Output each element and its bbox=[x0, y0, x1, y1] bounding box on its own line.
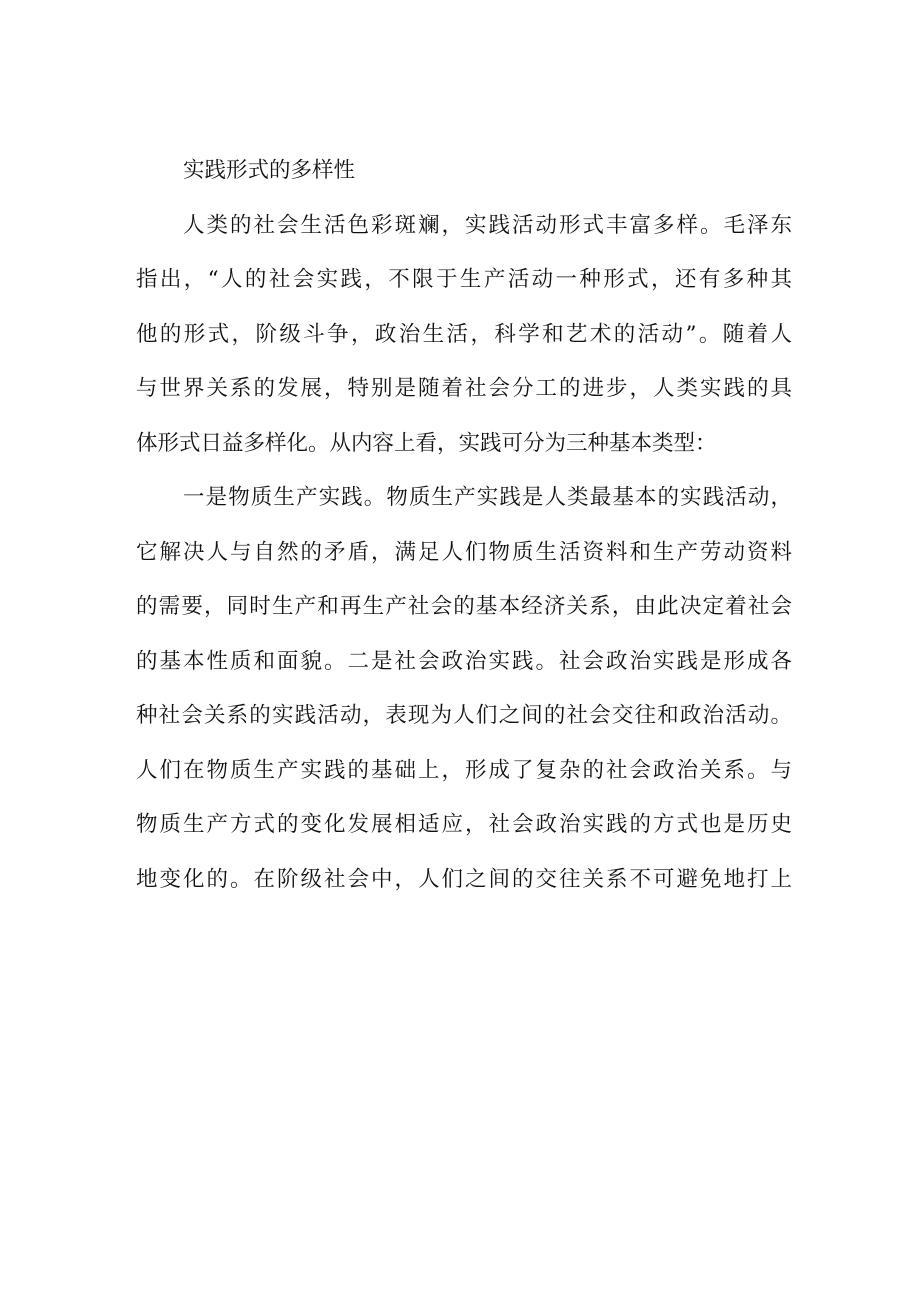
paragraph-2-line-3: 的需要，同时生产和再生产社会的基本经济关系，由此决定着社会 bbox=[136, 594, 792, 619]
paragraph-2-line-6: 人们在物质生产实践的基础上，形成了复杂的社会政治关系。与 bbox=[136, 757, 792, 783]
paragraph-2-line-7: 物质生产方式的变化发展相适应，社会政治实践的方式也是历史 bbox=[136, 812, 792, 837]
paragraph-2-line-1: 一是物质生产实践。物质生产实践是人类最基本的实践活动， bbox=[183, 485, 792, 510]
paragraph-1-line-1: 人类的社会生活色彩斑斓，实践活动形式丰富多样。毛泽东 bbox=[183, 212, 792, 238]
paragraph-1-line-4: 与世界关系的发展，特别是随着社会分工的进步，人类实践的具 bbox=[136, 376, 792, 401]
paragraph-1-line-2: 指出，“人的社会实践，不限于生产活动一种形式，还有多种其 bbox=[136, 267, 792, 292]
paragraph-1 bbox=[136, 199, 792, 472]
document-body bbox=[136, 144, 792, 907]
paragraph-2-line-4: 的基本性质和面貌。二是社会政治实践。社会政治实践是形成各 bbox=[136, 648, 792, 674]
paragraph-2-line-5: 种社会关系的实践活动，表现为人们之间的社会交往和政治活动。 bbox=[136, 703, 792, 728]
paragraph-2-line-8: 地变化的。在阶级社会中，人们之间的交往关系不可避免地打上 bbox=[136, 866, 792, 892]
section-title: 实践形式的多样性 bbox=[183, 158, 356, 183]
paragraph-1-line-3: 他的形式，阶级斗争，政治生活，科学和艺术的活动”。随着人 bbox=[136, 321, 792, 347]
paragraph-2-line-2: 它解决人与自然的矛盾，满足人们物质生活资料和生产劳动资料 bbox=[136, 539, 792, 565]
paragraph-2 bbox=[136, 471, 792, 907]
paragraph-1-line-5: 体形式日益多样化。从内容上看，实践可分为三种基本类型： bbox=[136, 430, 717, 456]
